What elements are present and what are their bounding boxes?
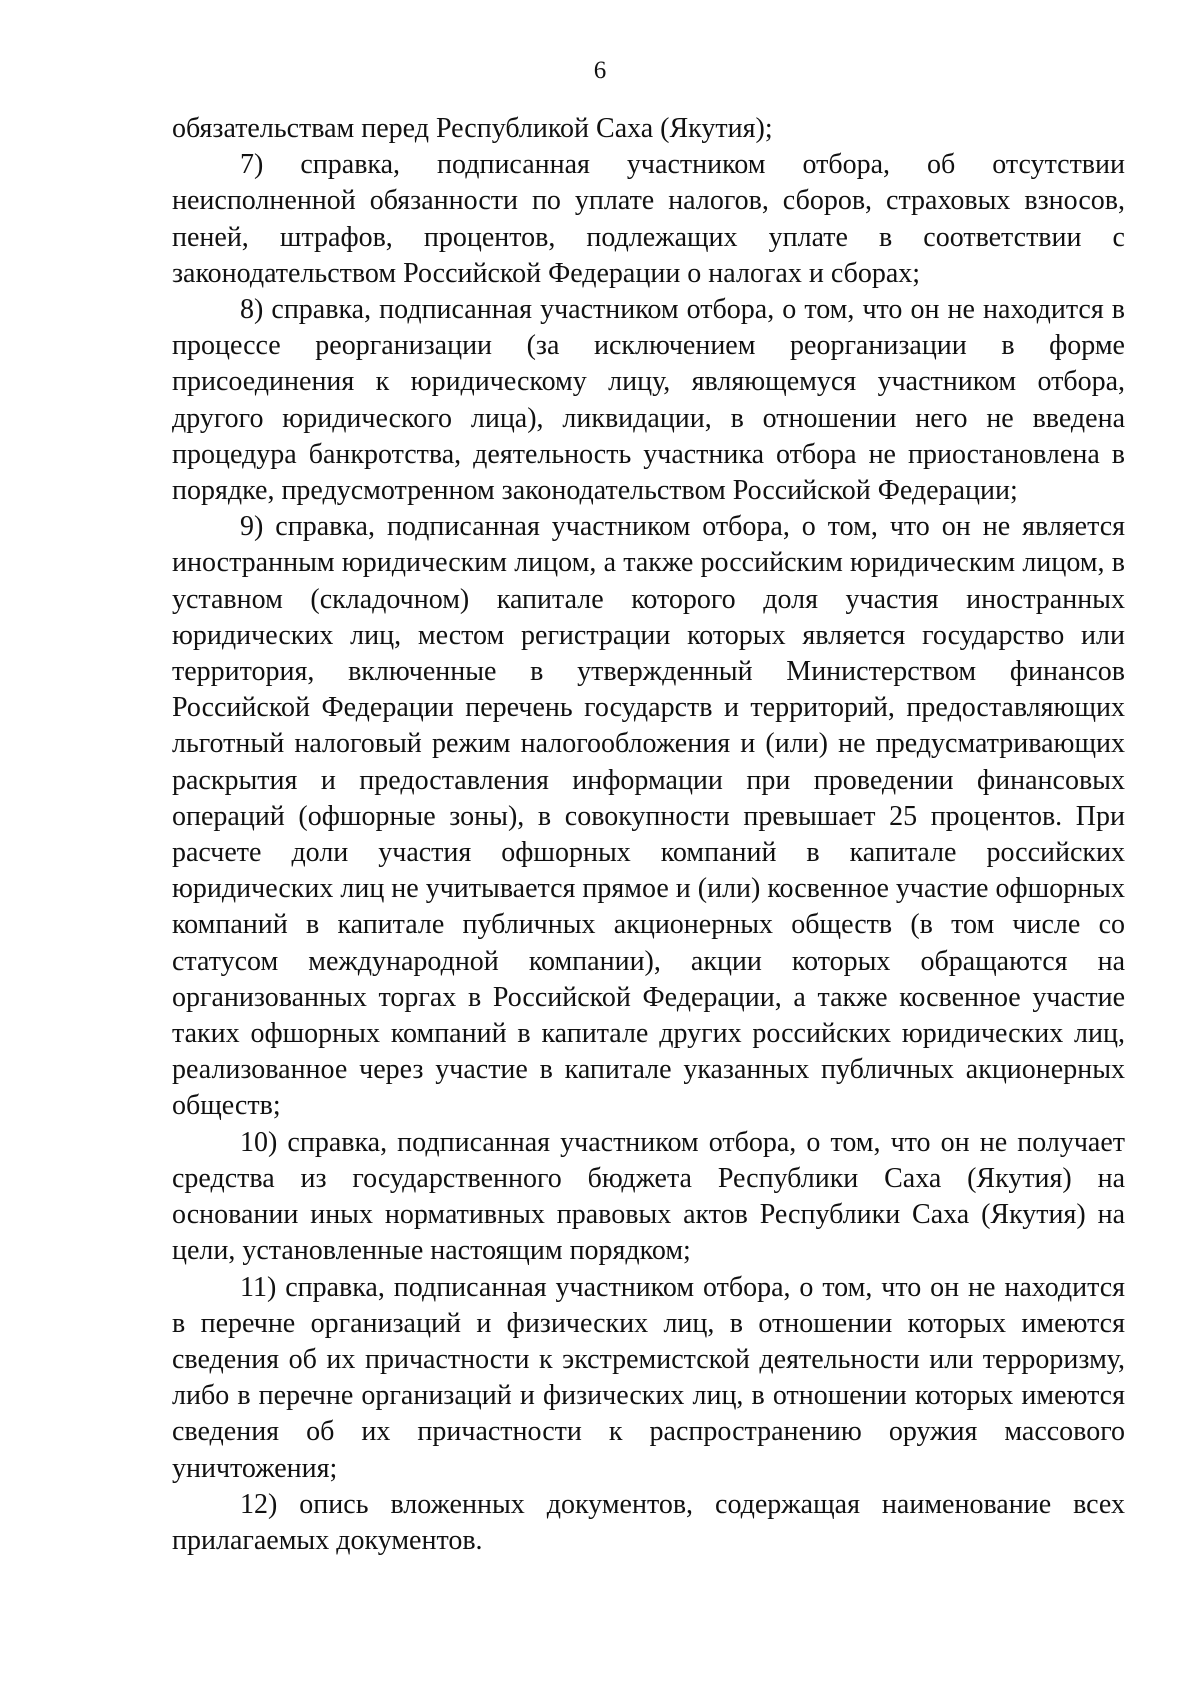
- paragraph-item-9: 9) справка, подписанная участником отбора, о том, что он не является иностранным юридическим лицом, а также российским юридическим лицом, в уставном (складочном) капитале которого доля участия иностранных юридических лиц, местом регистрации которых является государство или территория, включенные в утвержденный Министерством финансов Российской Федерации перечень государств и территорий, предоставляющих льготный налоговый режим налогообложения и (или) не предусматривающих раскрытия и предоставления информации при проведении финансовых операций (офшорные зоны), в совокупности превышает 25 процентов. При расчете доли участия офшорных компаний в капитале российских юридических лиц не учитывается прямое и (или) косвенное участие офшорных компаний в капитале публичных акционерных обществ (в том числе со статусом международной компании), акции которых обращаются на организованных торгах в Российской Федерации, а также косвенное участие таких офшорных компаний в капитале других российских юридических лиц, реализованное через участие в капитале указанных публичных акционерных обществ;: [172, 511, 1125, 1122]
- page-number: 6: [593, 57, 607, 84]
- paragraph-item-12: 12) опись вложенных документов, содержащая наименование всех прилагаемых документов.: [172, 1488, 1125, 1556]
- document-body: [172, 111, 1125, 1559]
- paragraph-item-11: 11) справка, подписанная участником отбора, о том, что он не находится в перечне организаций и физических лиц, в отношении которых имеются сведения об их причастности к экстремистской деятельности или терроризму, либо в перечне организаций и физических лиц, в отношении которых имеются сведения об их причастности к распространению оружия массового уничтожения;: [172, 1271, 1125, 1484]
- paragraph-continuation: обязательствам перед Республикой Саха (Якутия);: [172, 113, 773, 144]
- paragraph-item-8: 8) справка, подписанная участником отбора, о том, что он не находится в процессе реорганизации (за исключением реорганизации в форме присоединения к юридическому лицу, являющемуся участником отбора, другого юридического лица), ликвидации, в отношении него не введена процедура банкротства, деятельность участника отбора не приостановлена в порядке, предусмотренном законодательством Российской Федерации;: [172, 294, 1125, 507]
- paragraph-item-7: 7) справка, подписанная участником отбора, об отсутствии неисполненной обязанности по уплате налогов, сборов, страховых взносов, пеней, штрафов, процентов, подлежащих уплате в соответствии с законодательством Российской Федерации о налогах и сборах;: [172, 149, 1125, 289]
- paragraph-item-10: 10) справка, подписанная участником отбора, о том, что он не получает средства из государственного бюджета Республики Саха (Якутия) на основании иных нормативных правовых актов Республики Саха (Якутия) на цели, установленные настоящим порядком;: [172, 1126, 1125, 1267]
